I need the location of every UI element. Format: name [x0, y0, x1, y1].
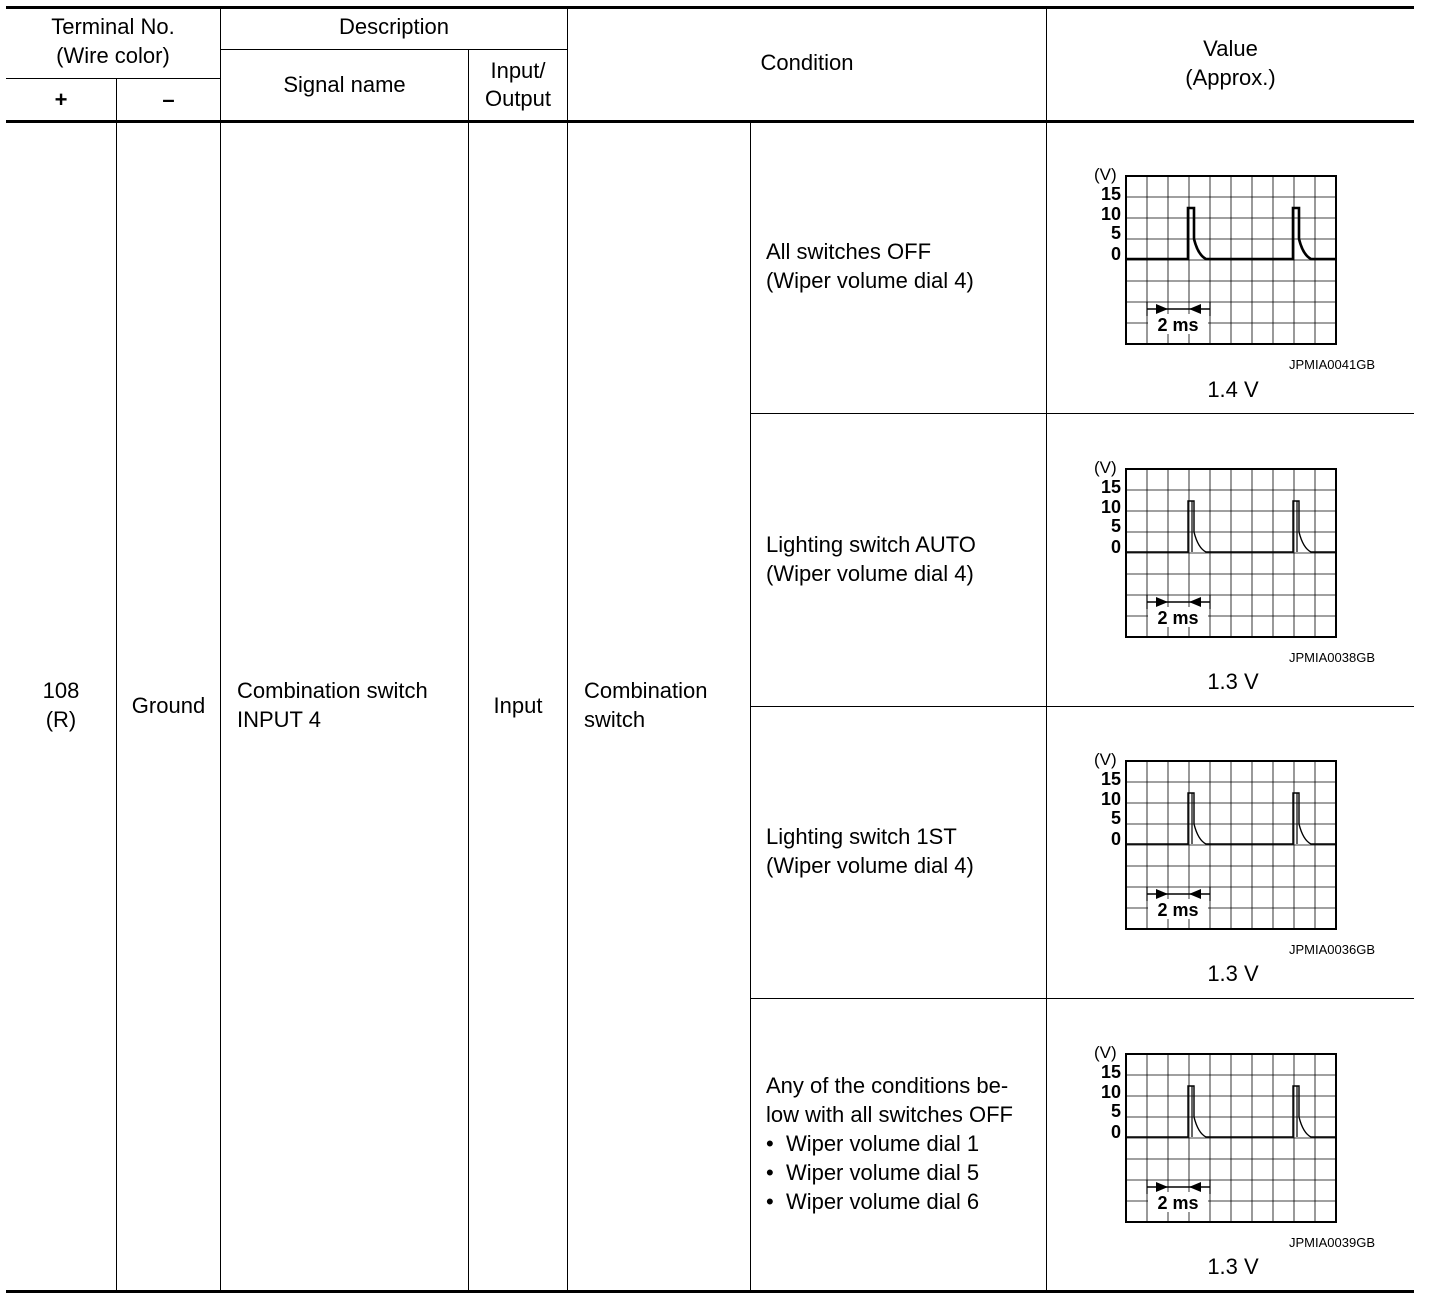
header-terminal-no: Terminal No.	[51, 14, 175, 39]
scope-svg	[1090, 1040, 1350, 1230]
header-input-output-line2: Output	[484, 86, 552, 111]
scope-time-label: 2 ms	[1157, 1193, 1199, 1213]
bullet-text: Wiper volume dial 1	[785, 1131, 980, 1156]
scope-tick-label: 0	[1110, 829, 1121, 849]
figure-code-3: JPMIA0036GB	[1289, 942, 1375, 957]
scope-tick-label: 10	[1100, 1082, 1121, 1102]
scope-tick-label: 5	[1110, 516, 1121, 536]
scope-unit-label: (V)	[1094, 165, 1117, 184]
table-bottom-rule	[6, 1290, 1414, 1293]
scope-tick-label: 15	[1100, 477, 1121, 497]
cond-rule-2	[751, 706, 1414, 707]
scope-unit-label: (V)	[1094, 458, 1117, 477]
scope-tick-label: 0	[1110, 1122, 1121, 1142]
condition-4-bullet-2	[766, 1158, 979, 1187]
condition-4-bullet-3	[766, 1187, 979, 1216]
header-bottom-rule	[6, 120, 1414, 123]
header-value-line1: Value	[1203, 36, 1258, 61]
value-2: 1.3 V	[1207, 669, 1259, 694]
signal-name-line2: INPUT 4	[237, 707, 321, 732]
oscilloscope-waveform-2	[1090, 455, 1350, 650]
table-top-rule	[6, 6, 1414, 9]
header-minus: –	[162, 87, 175, 112]
scope-unit-label: (V)	[1094, 750, 1117, 769]
figure-code-2: JPMIA0038GB	[1289, 650, 1375, 665]
scope-unit-label: (V)	[1094, 1043, 1117, 1062]
oscilloscope-waveform-4	[1090, 1040, 1350, 1235]
bullet-dot: •	[766, 1131, 774, 1156]
bullet-text: Wiper volume dial 5	[785, 1160, 980, 1185]
value-4: 1.3 V	[1207, 1254, 1259, 1279]
scope-tick-label: 0	[1110, 537, 1121, 557]
scope-tick-label: 15	[1100, 184, 1121, 204]
header-condition: Condition	[760, 50, 854, 75]
scope-time-label: 2 ms	[1157, 608, 1199, 628]
cond-rule-1	[751, 413, 1414, 414]
scope-tick-label: 15	[1100, 769, 1121, 789]
condition-4-line2: low with all switches OFF	[766, 1102, 1013, 1127]
col-rule-cond-value	[1046, 8, 1047, 1291]
header-input-output-line1: Input/	[490, 58, 546, 83]
condition-3-line1: Lighting switch 1ST	[766, 824, 957, 849]
scope-svg	[1090, 162, 1350, 352]
header-value-line2: (Approx.)	[1185, 65, 1276, 90]
scope-tick-label: 10	[1100, 204, 1121, 224]
scope-tick-label: 5	[1110, 808, 1121, 828]
scope-time-label: 2 ms	[1157, 315, 1199, 335]
condition-main-line2: switch	[584, 707, 646, 732]
bullet-dot: •	[766, 1160, 774, 1185]
condition-2-line1: Lighting switch AUTO	[766, 532, 976, 557]
scope-svg	[1090, 747, 1350, 937]
scope-tick-label: 10	[1100, 497, 1121, 517]
condition-2-line2: (Wiper volume dial 4)	[766, 561, 974, 586]
header-split-rule-desc	[221, 49, 568, 50]
condition-3-line2: (Wiper volume dial 4)	[766, 853, 974, 878]
bullet-dot: •	[766, 1189, 774, 1214]
header-split-rule-left	[6, 78, 221, 79]
col-rule-terminal-desc	[220, 8, 221, 1291]
header-signal-name: Signal name	[283, 72, 406, 97]
signal-name-line1: Combination switch	[237, 678, 428, 703]
value-1: 1.4 V	[1207, 377, 1259, 402]
col-rule-plus-minus	[116, 78, 117, 1291]
cond-rule-3	[751, 998, 1414, 999]
scope-time-label: 2 ms	[1157, 900, 1199, 920]
scope-tick-label: 5	[1110, 1101, 1121, 1121]
scope-tick-label: 10	[1100, 789, 1121, 809]
col-rule-cond-sub	[750, 121, 751, 1291]
terminal-plus-number: 108	[42, 678, 80, 703]
scope-tick-label: 0	[1110, 244, 1121, 264]
terminal-minus: Ground	[131, 693, 206, 718]
input-output-value: Input	[493, 693, 543, 718]
bullet-text: Wiper volume dial 6	[785, 1189, 980, 1214]
header-plus: +	[54, 87, 68, 112]
condition-1-line1: All switches OFF	[766, 239, 932, 264]
col-rule-signal-io	[468, 49, 469, 1291]
oscilloscope-waveform-1	[1090, 162, 1350, 357]
header-wire-color: (Wire color)	[56, 43, 170, 68]
scope-tick-label: 15	[1100, 1062, 1121, 1082]
condition-4-line1: Any of the conditions be-	[766, 1073, 1009, 1098]
terminal-plus-wire-color: (R)	[45, 707, 77, 732]
oscilloscope-waveform-3	[1090, 747, 1350, 942]
condition-4-bullet-1	[766, 1129, 979, 1158]
header-description: Description	[338, 14, 450, 39]
figure-code-1: JPMIA0041GB	[1289, 357, 1375, 372]
scope-svg	[1090, 455, 1350, 645]
figure-code-4: JPMIA0039GB	[1289, 1235, 1375, 1250]
condition-1-line2: (Wiper volume dial 4)	[766, 268, 974, 293]
condition-main-line1: Combination	[584, 678, 708, 703]
col-rule-desc-cond	[567, 8, 568, 1291]
scope-tick-label: 5	[1110, 223, 1121, 243]
value-3: 1.3 V	[1207, 961, 1259, 986]
